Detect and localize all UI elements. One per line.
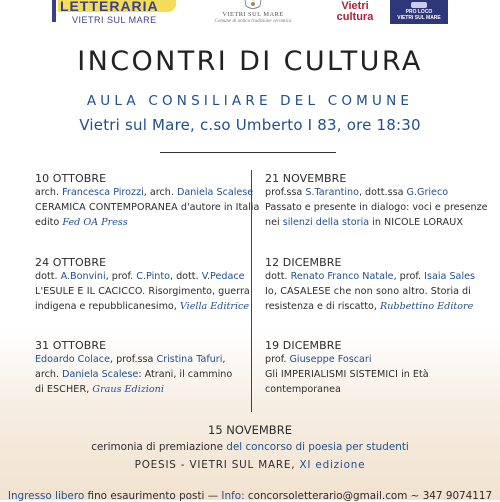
- event-speakers: dott. Renato Franco Natale, prof. Isaia Sales: [265, 271, 476, 282]
- event-date: 10 OTTOBRE: [35, 172, 107, 185]
- event-publisher-line: di ESCHER, Graus Edizioni: [35, 384, 164, 395]
- event-speakers: arch. Francesca Pirozzi, arch. Daniela Scalese: [35, 187, 254, 198]
- event-publisher-line: indigena e repubblicanesimo, Viella Editrice: [35, 301, 250, 312]
- event-speakers: prof. Giuseppe Foscari: [265, 354, 372, 365]
- event-31-ottobre: [35, 339, 245, 397]
- venue: AULA CONSILIARE DEL COMUNE: [86, 93, 414, 109]
- event-speakers: prof.ssa S.Tarantino, dott.ssa G.Grieco: [265, 187, 449, 198]
- award-contest-name: POESIS - VIETRI SUL MARE, XI edizione: [134, 459, 366, 471]
- event-title-cont: contemporanea: [265, 384, 341, 395]
- event-title: L'ESULE E IL CACICCO. Risorgimento, guerra: [35, 286, 250, 297]
- letteraria-logo-sub: VIETRI SUL MARE: [72, 15, 157, 25]
- pro-loco-line1: PRO LOCO: [405, 9, 433, 15]
- vietri-cultura-logo: [330, 0, 380, 26]
- event-title: arch. Daniela Scalese: Atrani, il cammino: [35, 369, 233, 380]
- event-date: 19 DICEMBRE: [265, 339, 342, 352]
- footer-info: Ingresso libero fino esaurimento posti — Info: concorsoletterario@gmail.com ~ 347 9074117: [7, 490, 493, 502]
- vietri-cultura-line2: cultura: [336, 11, 374, 23]
- divider: [160, 152, 336, 153]
- pro-loco-logo: [390, 0, 448, 24]
- event-date: 21 NOVEMBRE: [265, 172, 347, 185]
- event-speakers: Edoardo Colace, prof.ssa Cristina Tafuri,: [35, 354, 226, 365]
- pro-loco-line2: VIETRI SUL MARE: [397, 15, 441, 21]
- event-title: CERAMICA CONTEMPORANEA d'autore in Italia: [35, 202, 260, 213]
- event-10-ottobre: [35, 172, 260, 230]
- event-date: 31 OTTOBRE: [35, 339, 107, 352]
- letteraria-logo: [52, 0, 182, 34]
- comune-logo-name: VIETRI SUL MARE: [222, 11, 284, 18]
- event-title: Passato e presente in dialogo: voci e presenze: [265, 202, 488, 213]
- event-title: Gli IMPERIALISMI SISTEMICI in Età: [265, 369, 429, 380]
- comune-logo-tagline: Comune di antica tradizione ceramica: [214, 19, 292, 24]
- award-date: 15 NOVEMBRE: [208, 423, 292, 437]
- event-19-dicembre: [265, 339, 475, 397]
- vietri-cultura-line1: Vietri: [341, 0, 369, 12]
- award-description: cerimonia di premiazione del concorso di poesia per studenti: [91, 441, 409, 453]
- event-24-ottobre: [35, 256, 250, 314]
- event-publisher-line: edito Fed OA Press: [35, 217, 128, 228]
- letteraria-logo-name: LETTERARIA: [60, 0, 159, 14]
- pro-loco-emblem: [411, 2, 427, 8]
- comune-logo: [200, 0, 306, 34]
- event-speakers: dott. A.Bonvini, prof. C.Pinto, dott. V.Pedace: [35, 271, 245, 282]
- event-title: Io, CASALESE che non sono altro. Storia di: [265, 286, 471, 297]
- logo-banner: [52, 0, 180, 12]
- crest-icon: [243, 0, 263, 11]
- address: Vietri sul Mare, c.so Umberto I 83, ore 18:30: [79, 116, 421, 134]
- event-21-novembre: [265, 172, 488, 230]
- page-title: INCONTRI DI CULTURA: [77, 46, 423, 77]
- event-date: 24 OTTOBRE: [35, 256, 107, 269]
- event-date: 12 DICEMBRE: [265, 256, 342, 269]
- event-title-cont: nei silenzi della storia in NICOLE LORAUX: [265, 217, 464, 228]
- event-12-dicembre: [265, 256, 475, 314]
- event-publisher-line: resistenza e di riscatto, Rubbettino Editore: [265, 301, 474, 312]
